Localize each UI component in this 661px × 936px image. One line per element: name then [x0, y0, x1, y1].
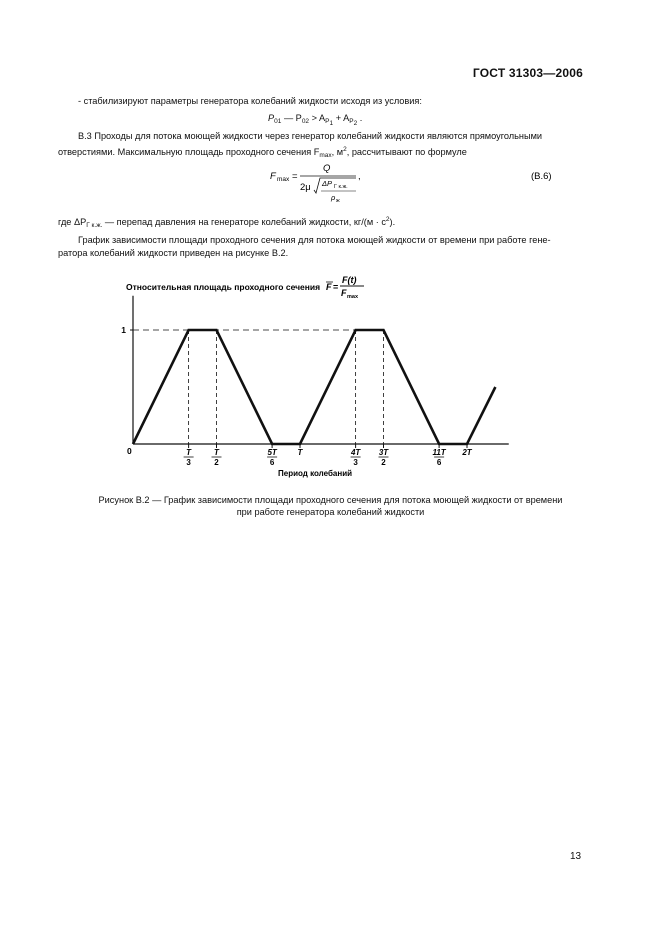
- chart-title-lhs: F: [326, 282, 332, 292]
- chart-title-group: [126, 275, 364, 300]
- x-tick-num-5: 4T: [350, 448, 361, 457]
- section-b3-text-a: отверстиями. Максимальную площадь проходного сечения F: [58, 147, 320, 157]
- section-b3-line2: отверстиями. Максимальную площадь проходного сечения $F_{max}$, $м^2$, рассчитывают по формуле: [58, 146, 467, 159]
- chart-title-num: F(t): [342, 275, 357, 285]
- chart-title-eq: =: [333, 282, 339, 292]
- minus-p: — P: [283, 113, 302, 123]
- x-tick-num-3: 5T: [267, 448, 277, 457]
- section-b3-text-b: , м: [331, 147, 344, 157]
- x-tick-den-5: 3: [353, 458, 358, 467]
- formula-coef: 2μ: [300, 182, 311, 193]
- figure-caption: [40, 494, 621, 518]
- chart-x-label: Период колебаний: [278, 469, 353, 478]
- graph-intro-line2: ратора колебаний жидкости приведен на рисунке В.2.: [58, 248, 289, 258]
- chart-title: Относительная площадь проходного сечения: [126, 282, 321, 292]
- x-tick-num-1: T: [186, 448, 192, 457]
- where-text-a: где ΔP: [58, 217, 87, 227]
- formula-inner-den-sub: ж: [336, 198, 340, 204]
- condition-intro: - стабилизируют параметры генератора колебаний жидкости исходя из условия:: [78, 96, 422, 106]
- figure-caption-line1: Рисунок В.2 — График зависимости площади проходного сечения для потока моющей жидкости от времени: [98, 495, 563, 505]
- formula-comma: ,: [358, 171, 361, 182]
- formula-b6: [268, 162, 568, 210]
- x-tick-label-0: 0: [127, 446, 132, 456]
- section-b3-text-c: , рассчитывают по формуле: [346, 147, 467, 157]
- x-tick-num-2: T: [214, 448, 219, 457]
- chart-title-den-sub: max: [347, 294, 359, 300]
- where-text-c: ).: [389, 217, 396, 227]
- series-line-0: [133, 330, 495, 444]
- where-text-b: — перепад давления на генераторе колебаний жидкости, кг/(м · с: [102, 217, 386, 227]
- x-tick-den-7: 6: [436, 458, 442, 467]
- plus-a: + A: [335, 113, 350, 123]
- formula-svg: [268, 162, 568, 210]
- formula-eq: =: [292, 171, 298, 182]
- formula-inner-num: ΔP: [322, 179, 333, 188]
- formula-numerator: Q: [323, 163, 331, 174]
- formula-number: (В.6): [531, 171, 552, 182]
- page-number: 13: [570, 851, 582, 862]
- where-sub: Г к.ж.: [86, 222, 103, 229]
- figure-caption-line2: при работе генератора колебаний жидкости: [236, 507, 425, 517]
- x-tick-den-1: 3: [186, 458, 191, 467]
- y-tick-label-0: 1: [121, 325, 126, 335]
- stability-condition: $P_{01}$ — $P_{02} > A_{P_1} + A_{P_2}$ .: [268, 113, 363, 127]
- chart-svg: [118, 270, 518, 482]
- formula-inner-den: ρ: [331, 193, 336, 202]
- x-tick-den-3: 6: [269, 458, 275, 467]
- gt-a: > A: [311, 113, 326, 123]
- formula-inner-num-sub: Г к.ж.: [334, 184, 348, 190]
- x-tick-num-7: 11T: [432, 448, 446, 457]
- where-clause: где $\Delta P_{Г к.ж.}$ — перепад давления на генераторе колебаний жидкости, $кг/(м \cdot с^2)$.: [58, 216, 396, 229]
- formula-lhs: F: [270, 171, 276, 182]
- x-tick-label-4: T: [297, 448, 303, 457]
- x-tick-num-6: 3T: [378, 448, 389, 457]
- p01-symbol: P: [268, 113, 275, 123]
- x-tick-den-2: 2: [214, 458, 219, 467]
- document-number: ГОСТ 31303—2006: [472, 66, 583, 80]
- section-b3-line1: В.3 Проходы для потока моющей жидкости через генератор колебаний жидкости являются прямоугольными: [78, 131, 543, 141]
- x-tick-den-6: 2: [381, 458, 386, 467]
- figure-b2-chart: [118, 270, 518, 482]
- formula-lhs-sub: max: [277, 176, 290, 183]
- graph-intro-line1: График зависимости площади проходного сечения для потока моющей жидкости от времени при работе гене-: [78, 235, 551, 245]
- x-tick-label-8: 2T: [462, 448, 472, 457]
- chart-title-den: F: [341, 288, 347, 298]
